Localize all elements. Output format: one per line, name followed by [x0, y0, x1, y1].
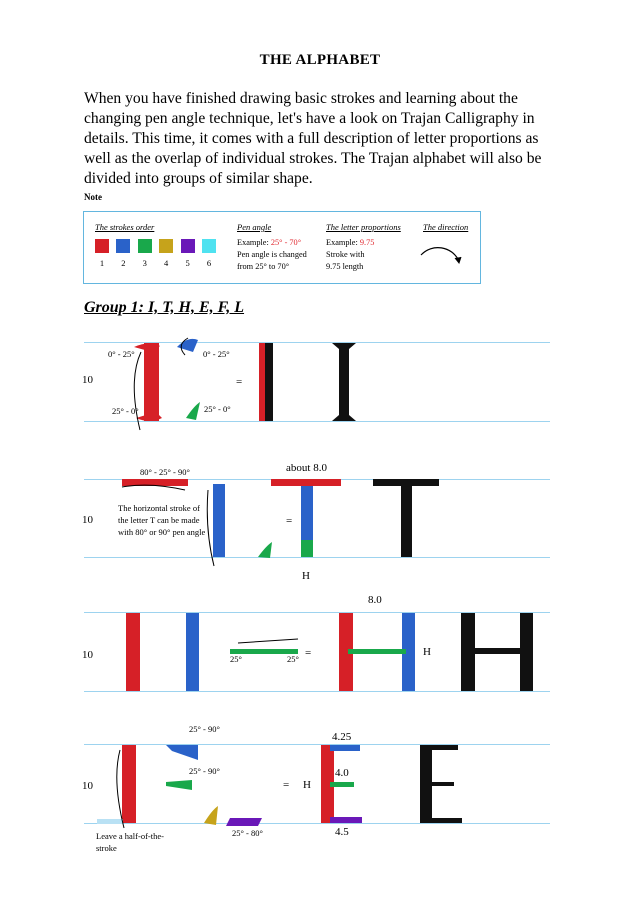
row-t-angle: 80° - 25° - 90° [140, 467, 190, 477]
row-e-height: 10 [82, 780, 93, 792]
pen-angle-example-value: 25° - 70° [270, 238, 302, 247]
row-h-angle-left: 25° [230, 654, 242, 664]
row-t-width: about 8.0 [286, 462, 327, 474]
row-h-equals: = [305, 647, 312, 659]
note-label: Note [84, 192, 102, 202]
pen-angle-heading: Pen angle [237, 222, 272, 232]
row-i-equals: = [236, 376, 243, 388]
stroke-number: 6 [206, 258, 212, 268]
proportions-heading: The letter proportions [326, 222, 401, 232]
page-title: THE ALPHABET [259, 52, 381, 68]
row-h-h-label: H [423, 646, 431, 658]
row-e-equals: = [283, 779, 290, 791]
strokes-order-heading: The strokes order [95, 222, 155, 232]
letter-e-diagram [97, 745, 462, 828]
pen-angle-example-prefix: Example: [237, 238, 271, 247]
row-t-note: The horizontal stroke of the letter T can be made with 80° or 90° pen angle [118, 503, 206, 537]
row-e-angle-mid: 25° - 90° [189, 766, 220, 776]
proportions-example-value: 9.75 [359, 238, 375, 247]
row-h-height: 10 [82, 649, 93, 661]
group-1-heading: Group 1: I, T, H, E, F, L [84, 299, 245, 316]
stroke-number: 4 [164, 258, 169, 268]
intro-paragraph: When you have finished drawing basic strokes and learning about the changing pen angle technique, let's have a look on Trajan Calligraphy in details. This time, it comes with a full description of letter proportions as well as the overlap of individual strokes. The Trajan alphabet will also be divided into groups of similar shape. [84, 90, 542, 187]
row-i-angle-top-right: 0° - 25° [203, 349, 230, 359]
row-e-angle-bottom: 25° - 80° [232, 828, 263, 838]
pen-angle-line3: from 25° to 70° [237, 262, 290, 271]
proportions-line2: Stroke with [326, 250, 365, 259]
stroke-number: 5 [185, 258, 190, 268]
row-e-width-bottom: 4.5 [335, 826, 349, 838]
proportions-line3: 9.75 length [326, 262, 364, 271]
stroke-number: 3 [142, 258, 147, 268]
row-e-note: Leave a half-of-the-stroke [96, 831, 164, 853]
row-i-height: 10 [82, 374, 93, 386]
row-e-angle-top: 25° - 90° [189, 724, 220, 734]
row-i-angle-bottom-left: 25° - 0° [112, 406, 139, 416]
direction-heading: The direction [423, 222, 469, 232]
row-i-angle-bottom-right: 25° - 0° [204, 404, 231, 414]
row-e-h-label: H [303, 779, 311, 791]
stroke-number: 2 [121, 258, 126, 268]
proportions-example-prefix: Example: [326, 238, 360, 247]
row-h-angle-right: 25° [287, 654, 299, 664]
row-e-width-top: 4.25 [332, 731, 352, 743]
row-t-h-label: H [302, 570, 310, 582]
row-t-equals: = [286, 515, 293, 527]
row-t-height: 10 [82, 514, 93, 526]
row-h-width: 8.0 [368, 594, 382, 606]
letter-i-diagram [134, 338, 356, 430]
row-i-angle-top-left: 0° - 25° [108, 349, 135, 359]
row-e-width-mid: 4.0 [335, 767, 349, 779]
letter-h-diagram [126, 613, 533, 691]
pen-angle-line2: Pen angle is changed [237, 250, 307, 259]
stroke-number: 1 [99, 258, 105, 268]
